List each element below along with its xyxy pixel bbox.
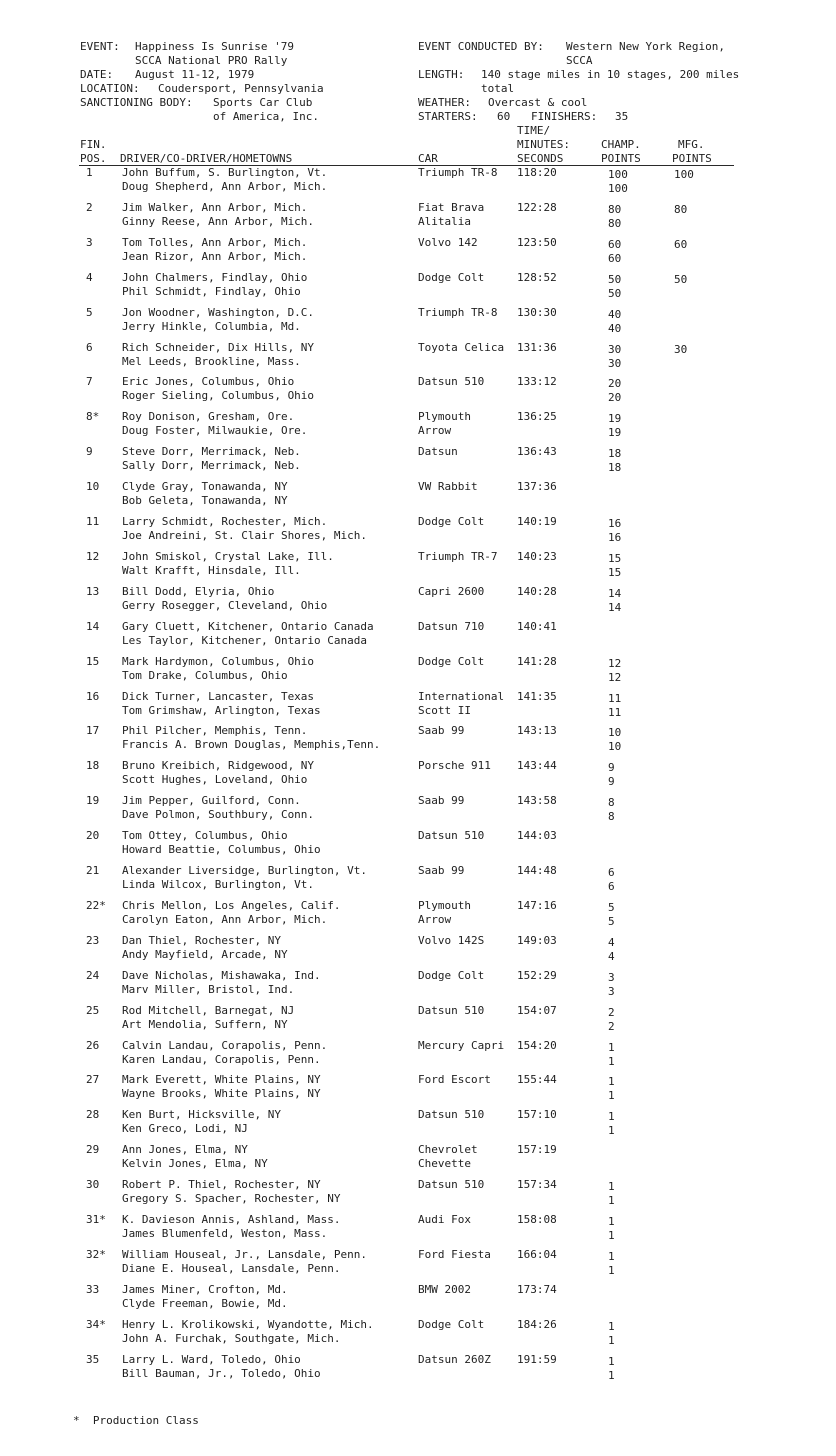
car-line-2: Arrow bbox=[418, 913, 452, 926]
fin-pos: 4 bbox=[86, 271, 93, 284]
driver-name: Roy Donison, Gresham, Ore. bbox=[122, 410, 295, 423]
champ-points-driver: 60 bbox=[608, 238, 622, 251]
finish-time: 154:07 bbox=[517, 1004, 557, 1017]
date-label: DATE: bbox=[80, 68, 114, 81]
col-fin-1: FIN. bbox=[80, 138, 107, 151]
fin-pos: 35 bbox=[86, 1353, 100, 1366]
event-date: August 11-12, 1979 bbox=[135, 68, 255, 81]
driver-name: Gary Cluett, Kitchener, Ontario Canada bbox=[122, 620, 374, 633]
finish-time: 173:74 bbox=[517, 1283, 557, 1296]
driver-name: Jim Pepper, Guilford, Conn. bbox=[122, 794, 301, 807]
weather-label: WEATHER: bbox=[418, 96, 471, 109]
car-line-1: Datsun 510 bbox=[418, 829, 485, 842]
champ-points-codriver: 1 bbox=[608, 1055, 615, 1068]
champ-points-driver: 4 bbox=[608, 936, 615, 949]
finish-time: 152:29 bbox=[517, 969, 557, 982]
driver-name: Eric Jones, Columbus, Ohio bbox=[122, 375, 295, 388]
col-time-1: TIME/ bbox=[517, 124, 551, 137]
driver-name: John Buffum, S. Burlington, Vt. bbox=[122, 166, 328, 179]
col-champ-2: POINTS bbox=[601, 152, 641, 165]
fin-pos: 14 bbox=[86, 620, 100, 633]
codriver-name: Sally Dorr, Merrimack, Neb. bbox=[122, 459, 301, 472]
fin-pos: 29 bbox=[86, 1143, 100, 1156]
fin-pos: 34* bbox=[86, 1318, 106, 1331]
sanctioning-body-2: of America, Inc. bbox=[213, 110, 319, 123]
driver-name: Robert P. Thiel, Rochester, NY bbox=[122, 1178, 321, 1191]
champ-points-codriver: 2 bbox=[608, 1020, 615, 1033]
event-name: Happiness Is Sunrise '79 bbox=[135, 40, 294, 53]
codriver-name: Ginny Reese, Ann Arbor, Mich. bbox=[122, 215, 315, 228]
fin-pos: 15 bbox=[86, 655, 100, 668]
champ-points-driver: 15 bbox=[608, 552, 622, 565]
driver-name: Larry L. Ward, Toledo, Ohio bbox=[122, 1353, 301, 1366]
car-line-1: Saab 99 bbox=[418, 864, 465, 877]
codriver-name: Joe Andreini, St. Clair Shores, Mich. bbox=[122, 529, 368, 542]
fin-pos: 23 bbox=[86, 934, 100, 947]
champ-points-driver: 1 bbox=[608, 1215, 615, 1228]
driver-name: Bill Dodd, Elyria, Ohio bbox=[122, 585, 275, 598]
col-mfg-1: MFG. bbox=[678, 138, 705, 151]
codriver-name: Dave Polmon, Southbury, Conn. bbox=[122, 808, 315, 821]
car-line-1: Volvo 142 bbox=[418, 236, 478, 249]
footnote: * Production Class bbox=[73, 1414, 199, 1427]
car-line-1: Dodge Colt bbox=[418, 515, 485, 528]
car-line-1: Chevrolet bbox=[418, 1143, 478, 1156]
starters-value: 60 bbox=[497, 110, 511, 123]
codriver-name: John A. Furchak, Southgate, Mich. bbox=[122, 1332, 341, 1345]
champ-points-codriver: 40 bbox=[608, 322, 622, 335]
champ-points-driver: 5 bbox=[608, 901, 615, 914]
car-line-1: BMW 2002 bbox=[418, 1283, 471, 1296]
finish-time: 149:03 bbox=[517, 934, 557, 947]
driver-name: Tom Tolles, Ann Arbor, Mich. bbox=[122, 236, 308, 249]
car-line-1: Fiat Brava bbox=[418, 201, 485, 214]
champ-points-driver: 9 bbox=[608, 761, 615, 774]
location-label: LOCATION: bbox=[80, 82, 140, 95]
sanctioning-label: SANCTIONING BODY: bbox=[80, 96, 193, 109]
driver-name: Dick Turner, Lancaster, Texas bbox=[122, 690, 315, 703]
champ-points-codriver: 11 bbox=[608, 706, 622, 719]
finish-time: 130:30 bbox=[517, 306, 557, 319]
car-line-1: Dodge Colt bbox=[418, 271, 485, 284]
finish-time: 133:12 bbox=[517, 375, 557, 388]
finish-time: 128:52 bbox=[517, 271, 557, 284]
driver-name: Calvin Landau, Corapolis, Penn. bbox=[122, 1039, 328, 1052]
car-line-1: Datsun 510 bbox=[418, 1108, 485, 1121]
driver-name: Rod Mitchell, Barnegat, NJ bbox=[122, 1004, 295, 1017]
finish-time: 157:19 bbox=[517, 1143, 557, 1156]
starters-label: STARTERS: bbox=[418, 110, 478, 123]
codriver-name: Ken Greco, Lodi, NJ bbox=[122, 1122, 248, 1135]
finish-time: 157:10 bbox=[517, 1108, 557, 1121]
col-champ-1: CHAMP. bbox=[601, 138, 641, 151]
length-label: LENGTH: bbox=[418, 68, 465, 81]
fin-pos: 22* bbox=[86, 899, 106, 912]
car-line-1: Ford Escort bbox=[418, 1073, 491, 1086]
car-line-1: International bbox=[418, 690, 505, 703]
finish-time: 122:28 bbox=[517, 201, 557, 214]
champ-points-codriver: 15 bbox=[608, 566, 622, 579]
champ-points-driver: 30 bbox=[608, 343, 622, 356]
champ-points-codriver: 1 bbox=[608, 1369, 615, 1382]
fin-pos: 2 bbox=[86, 201, 93, 214]
codriver-name: Carolyn Eaton, Ann Arbor, Mich. bbox=[122, 913, 328, 926]
fin-pos: 25 bbox=[86, 1004, 100, 1017]
car-line-1: Datsun 260Z bbox=[418, 1353, 491, 1366]
champ-points-codriver: 10 bbox=[608, 740, 622, 753]
champ-points-codriver: 3 bbox=[608, 985, 615, 998]
car-line-1: Capri 2600 bbox=[418, 585, 485, 598]
finish-time: 144:03 bbox=[517, 829, 557, 842]
finish-time: 143:13 bbox=[517, 724, 557, 737]
car-line-1: Saab 99 bbox=[418, 724, 465, 737]
finish-time: 144:48 bbox=[517, 864, 557, 877]
driver-name: Mark Everett, White Plains, NY bbox=[122, 1073, 321, 1086]
champ-points-codriver: 30 bbox=[608, 357, 622, 370]
finish-time: 136:43 bbox=[517, 445, 557, 458]
col-time-3: SECONDS bbox=[517, 152, 564, 165]
finish-time: 143:58 bbox=[517, 794, 557, 807]
champ-points-codriver: 8 bbox=[608, 810, 615, 823]
finish-time: 143:44 bbox=[517, 759, 557, 772]
fin-pos: 9 bbox=[86, 445, 93, 458]
finish-time: 154:20 bbox=[517, 1039, 557, 1052]
codriver-name: Roger Sieling, Columbus, Ohio bbox=[122, 389, 315, 402]
driver-name: Alexander Liversidge, Burlington, Vt. bbox=[122, 864, 368, 877]
codriver-name: Kelvin Jones, Elma, NY bbox=[122, 1157, 268, 1170]
fin-pos: 26 bbox=[86, 1039, 100, 1052]
driver-name: Bruno Kreibich, Ridgewood, NY bbox=[122, 759, 315, 772]
fin-pos: 27 bbox=[86, 1073, 100, 1086]
fin-pos: 32* bbox=[86, 1248, 106, 1261]
car-line-1: Saab 99 bbox=[418, 794, 465, 807]
codriver-name: Doug Foster, Milwaukie, Ore. bbox=[122, 424, 308, 437]
col-driver: DRIVER/CO-DRIVER/HOMETOWNS bbox=[120, 152, 293, 165]
fin-pos: 10 bbox=[86, 480, 100, 493]
codriver-name: Art Mendolia, Suffern, NY bbox=[122, 1018, 288, 1031]
car-line-1: VW Rabbit bbox=[418, 480, 478, 493]
driver-name: Ken Burt, Hicksville, NY bbox=[122, 1108, 281, 1121]
car-line-1: Dodge Colt bbox=[418, 1318, 485, 1331]
fin-pos: 1 bbox=[86, 166, 93, 179]
car-line-1: Datsun 510 bbox=[418, 1004, 485, 1017]
champ-points-driver: 3 bbox=[608, 971, 615, 984]
finish-time: 166:04 bbox=[517, 1248, 557, 1261]
col-mfg-2: POINTS bbox=[672, 152, 712, 165]
codriver-name: Tom Grimshaw, Arlington, Texas bbox=[122, 704, 321, 717]
driver-name: Henry L. Krolikowski, Wyandotte, Mich. bbox=[122, 1318, 374, 1331]
car-line-1: Toyota Celica bbox=[418, 341, 505, 354]
codriver-name: Howard Beattie, Columbus, Ohio bbox=[122, 843, 321, 856]
champ-points-driver: 12 bbox=[608, 657, 622, 670]
length-value-1: 140 stage miles in 10 stages, 200 miles bbox=[481, 68, 740, 81]
driver-name: Tom Ottey, Columbus, Ohio bbox=[122, 829, 288, 842]
driver-name: K. Davieson Annis, Ashland, Mass. bbox=[122, 1213, 341, 1226]
car-line-1: Audi Fox bbox=[418, 1213, 471, 1226]
codriver-name: Tom Drake, Columbus, Ohio bbox=[122, 669, 288, 682]
champ-points-codriver: 1 bbox=[608, 1194, 615, 1207]
driver-name: Clyde Gray, Tonawanda, NY bbox=[122, 480, 288, 493]
car-line-1: Datsun 710 bbox=[418, 620, 485, 633]
driver-name: Steve Dorr, Merrimack, Neb. bbox=[122, 445, 301, 458]
car-line-2: Chevette bbox=[418, 1157, 471, 1170]
car-line-1: Ford Fiesta bbox=[418, 1248, 491, 1261]
codriver-name: Gregory S. Spacher, Rochester, NY bbox=[122, 1192, 341, 1205]
champ-points-codriver: 4 bbox=[608, 950, 615, 963]
driver-name: William Houseal, Jr., Lansdale, Penn. bbox=[122, 1248, 368, 1261]
champ-points-codriver: 16 bbox=[608, 531, 622, 544]
col-time-2: MINUTES: bbox=[517, 138, 570, 151]
car-line-1: Triumph TR-8 bbox=[418, 166, 498, 179]
conducted-by-1: Western New York Region, bbox=[566, 40, 725, 53]
car-line-1: Plymouth bbox=[418, 410, 471, 423]
finish-time: 158:08 bbox=[517, 1213, 557, 1226]
finish-time: 137:36 bbox=[517, 480, 557, 493]
weather-value: Overcast & cool bbox=[488, 96, 588, 109]
codriver-name: Karen Landau, Corapolis, Penn. bbox=[122, 1053, 321, 1066]
champ-points-driver: 1 bbox=[608, 1355, 615, 1368]
champ-points-codriver: 1 bbox=[608, 1334, 615, 1347]
driver-name: Chris Mellon, Los Angeles, Calif. bbox=[122, 899, 341, 912]
codriver-name: Phil Schmidt, Findlay, Ohio bbox=[122, 285, 301, 298]
driver-name: John Smiskol, Crystal Lake, Ill. bbox=[122, 550, 334, 563]
car-line-1: Plymouth bbox=[418, 899, 471, 912]
champ-points-driver: 16 bbox=[608, 517, 622, 530]
codriver-name: Walt Krafft, Hinsdale, Ill. bbox=[122, 564, 301, 577]
event-location: Coudersport, Pennsylvania bbox=[158, 82, 324, 95]
conducted-label: EVENT CONDUCTED BY: bbox=[418, 40, 544, 53]
champ-points-driver: 100 bbox=[608, 168, 628, 181]
finish-time: 191:59 bbox=[517, 1353, 557, 1366]
champ-points-driver: 14 bbox=[608, 587, 622, 600]
fin-pos: 17 bbox=[86, 724, 100, 737]
fin-pos: 6 bbox=[86, 341, 93, 354]
finish-time: 140:23 bbox=[517, 550, 557, 563]
champ-points-codriver: 19 bbox=[608, 426, 622, 439]
car-line-1: Mercury Capri bbox=[418, 1039, 505, 1052]
fin-pos: 31* bbox=[86, 1213, 106, 1226]
champ-points-codriver: 18 bbox=[608, 461, 622, 474]
car-line-2: Alitalia bbox=[418, 215, 471, 228]
champ-points-driver: 1 bbox=[608, 1041, 615, 1054]
car-line-1: Dodge Colt bbox=[418, 969, 485, 982]
finishers-value: 35 bbox=[615, 110, 629, 123]
finish-time: 141:35 bbox=[517, 690, 557, 703]
driver-name: Rich Schneider, Dix Hills, NY bbox=[122, 341, 315, 354]
champ-points-driver: 80 bbox=[608, 203, 622, 216]
mfg-points: 60 bbox=[674, 238, 688, 251]
fin-pos: 5 bbox=[86, 306, 93, 319]
driver-name: Dave Nicholas, Mishawaka, Ind. bbox=[122, 969, 321, 982]
car-line-1: Datsun 510 bbox=[418, 1178, 485, 1191]
fin-pos: 18 bbox=[86, 759, 100, 772]
champ-points-driver: 50 bbox=[608, 273, 622, 286]
champ-points-driver: 1 bbox=[608, 1320, 615, 1333]
finish-time: 140:19 bbox=[517, 515, 557, 528]
codriver-name: Andy Mayfield, Arcade, NY bbox=[122, 948, 288, 961]
codriver-name: Mel Leeds, Brookline, Mass. bbox=[122, 355, 301, 368]
fin-pos: 20 bbox=[86, 829, 100, 842]
finish-time: 141:28 bbox=[517, 655, 557, 668]
fin-pos: 24 bbox=[86, 969, 100, 982]
car-line-1: Triumph TR-8 bbox=[418, 306, 498, 319]
finish-time: 136:25 bbox=[517, 410, 557, 423]
codriver-name: Clyde Freeman, Bowie, Md. bbox=[122, 1297, 288, 1310]
codriver-name: Scott Hughes, Loveland, Ohio bbox=[122, 773, 308, 786]
codriver-name: Marv Miller, Bristol, Ind. bbox=[122, 983, 295, 996]
driver-name: Ann Jones, Elma, NY bbox=[122, 1143, 248, 1156]
car-line-1: Volvo 142S bbox=[418, 934, 485, 947]
codriver-name: Diane E. Houseal, Lansdale, Penn. bbox=[122, 1262, 341, 1275]
champ-points-codriver: 12 bbox=[608, 671, 622, 684]
driver-name: Phil Pilcher, Memphis, Tenn. bbox=[122, 724, 308, 737]
codriver-name: Wayne Brooks, White Plains, NY bbox=[122, 1087, 321, 1100]
champ-points-codriver: 100 bbox=[608, 182, 628, 195]
driver-name: John Chalmers, Findlay, Ohio bbox=[122, 271, 308, 284]
codriver-name: Jerry Hinkle, Columbia, Md. bbox=[122, 320, 301, 333]
finish-time: 155:44 bbox=[517, 1073, 557, 1086]
sanctioning-body-1: Sports Car Club bbox=[213, 96, 313, 109]
champ-points-driver: 18 bbox=[608, 447, 622, 460]
mfg-points: 30 bbox=[674, 343, 688, 356]
car-line-2: Scott II bbox=[418, 704, 471, 717]
fin-pos: 12 bbox=[86, 550, 100, 563]
car-line-1: Porsche 911 bbox=[418, 759, 491, 772]
champ-points-codriver: 1 bbox=[608, 1089, 615, 1102]
champ-points-codriver: 5 bbox=[608, 915, 615, 928]
col-fin-2: POS. bbox=[80, 152, 107, 165]
finish-time: 123:50 bbox=[517, 236, 557, 249]
champ-points-driver: 11 bbox=[608, 692, 622, 705]
champ-points-driver: 10 bbox=[608, 726, 622, 739]
fin-pos: 33 bbox=[86, 1283, 100, 1296]
mfg-points: 80 bbox=[674, 203, 688, 216]
codriver-name: James Blumenfeld, Weston, Mass. bbox=[122, 1227, 328, 1240]
codriver-name: Bob Geleta, Tonawanda, NY bbox=[122, 494, 288, 507]
mfg-points: 100 bbox=[674, 168, 694, 181]
car-line-1: Datsun bbox=[418, 445, 458, 458]
finish-time: 140:28 bbox=[517, 585, 557, 598]
champ-points-codriver: 20 bbox=[608, 391, 622, 404]
event-label: EVENT: bbox=[80, 40, 120, 53]
champ-points-driver: 8 bbox=[608, 796, 615, 809]
codriver-name: Gerry Rosegger, Cleveland, Ohio bbox=[122, 599, 328, 612]
fin-pos: 8* bbox=[86, 410, 100, 423]
champ-points-driver: 2 bbox=[608, 1006, 615, 1019]
col-car: CAR bbox=[418, 152, 438, 165]
finish-time: 131:36 bbox=[517, 341, 557, 354]
champ-points-codriver: 9 bbox=[608, 775, 615, 788]
conducted-by-2: SCCA bbox=[566, 54, 593, 67]
finish-time: 157:34 bbox=[517, 1178, 557, 1191]
champ-points-driver: 6 bbox=[608, 866, 615, 879]
codriver-name: Jean Rizor, Ann Arbor, Mich. bbox=[122, 250, 308, 263]
codriver-name: Bill Bauman, Jr., Toledo, Ohio bbox=[122, 1367, 321, 1380]
driver-name: Mark Hardymon, Columbus, Ohio bbox=[122, 655, 315, 668]
finish-time: 118:20 bbox=[517, 166, 557, 179]
champ-points-codriver: 1 bbox=[608, 1229, 615, 1242]
champ-points-driver: 1 bbox=[608, 1110, 615, 1123]
champ-points-codriver: 1 bbox=[608, 1124, 615, 1137]
fin-pos: 30 bbox=[86, 1178, 100, 1191]
codriver-name: Linda Wilcox, Burlington, Vt. bbox=[122, 878, 315, 891]
finish-time: 147:16 bbox=[517, 899, 557, 912]
event-subtitle: SCCA National PRO Rally bbox=[135, 54, 288, 67]
champ-points-codriver: 80 bbox=[608, 217, 622, 230]
fin-pos: 3 bbox=[86, 236, 93, 249]
fin-pos: 7 bbox=[86, 375, 93, 388]
driver-name: Dan Thiel, Rochester, NY bbox=[122, 934, 281, 947]
champ-points-driver: 1 bbox=[608, 1075, 615, 1088]
car-line-1: Dodge Colt bbox=[418, 655, 485, 668]
driver-name: Jon Woodner, Washington, D.C. bbox=[122, 306, 315, 319]
champ-points-codriver: 50 bbox=[608, 287, 622, 300]
fin-pos: 16 bbox=[86, 690, 100, 703]
champ-points-codriver: 60 bbox=[608, 252, 622, 265]
finishers-label: FINISHERS: bbox=[531, 110, 598, 123]
champ-points-driver: 40 bbox=[608, 308, 622, 321]
champ-points-driver: 19 bbox=[608, 412, 622, 425]
driver-name: Jim Walker, Ann Arbor, Mich. bbox=[122, 201, 308, 214]
finish-time: 140:41 bbox=[517, 620, 557, 633]
champ-points-codriver: 1 bbox=[608, 1264, 615, 1277]
fin-pos: 21 bbox=[86, 864, 100, 877]
finish-time: 184:26 bbox=[517, 1318, 557, 1331]
codriver-name: Francis A. Brown Douglas, Memphis,Tenn. bbox=[122, 738, 381, 751]
length-value-2: total bbox=[481, 82, 515, 95]
driver-name: Larry Schmidt, Rochester, Mich. bbox=[122, 515, 328, 528]
car-line-1: Triumph TR-7 bbox=[418, 550, 498, 563]
car-line-1: Datsun 510 bbox=[418, 375, 485, 388]
champ-points-driver: 20 bbox=[608, 377, 622, 390]
champ-points-codriver: 6 bbox=[608, 880, 615, 893]
fin-pos: 13 bbox=[86, 585, 100, 598]
champ-points-codriver: 14 bbox=[608, 601, 622, 614]
codriver-name: Doug Shepherd, Ann Arbor, Mich. bbox=[122, 180, 328, 193]
car-line-2: Arrow bbox=[418, 424, 452, 437]
mfg-points: 50 bbox=[674, 273, 688, 286]
driver-name: James Miner, Crofton, Md. bbox=[122, 1283, 288, 1296]
champ-points-driver: 1 bbox=[608, 1180, 615, 1193]
codriver-name: Les Taylor, Kitchener, Ontario Canada bbox=[122, 634, 368, 647]
fin-pos: 28 bbox=[86, 1108, 100, 1121]
champ-points-driver: 1 bbox=[608, 1250, 615, 1263]
fin-pos: 11 bbox=[86, 515, 100, 528]
fin-pos: 19 bbox=[86, 794, 100, 807]
